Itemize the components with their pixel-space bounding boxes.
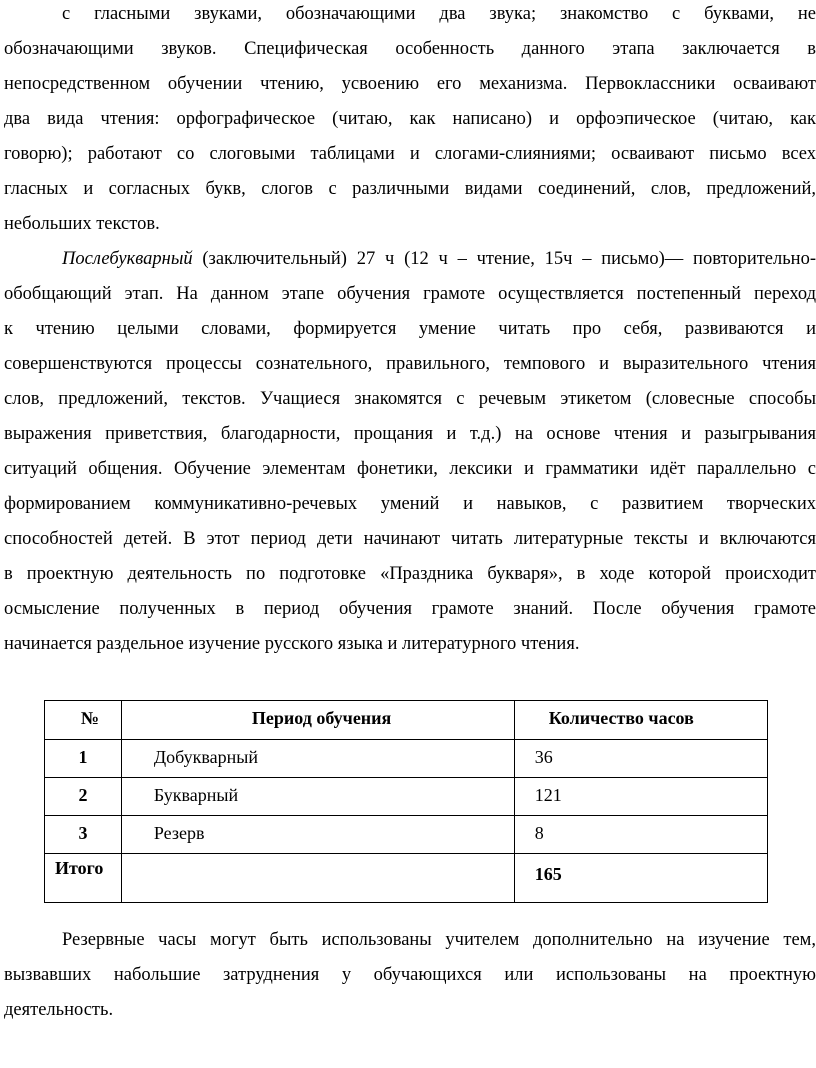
paragraph-line: обобщающий этап. На данном этапе обучения грамоте осуществляется постепенный переход xyxy=(4,284,816,304)
paragraph-line: осмысление полученных в период обучения грамоте знаний. После обучения грамоте xyxy=(4,599,816,619)
paragraph-line: обозначающими звуков. Специфическая особенность данного этапа заключается в xyxy=(4,39,816,59)
paragraph-line: небольших текстов. xyxy=(4,214,160,234)
table-total-row xyxy=(45,854,768,903)
lead-rest: (заключительный) 27 ч (12 ч – чтение, 15ч – письмо)–– повторительно- xyxy=(192,249,816,269)
row-number: 3 xyxy=(45,816,122,854)
total-label: Итого xyxy=(45,854,122,903)
header-period: Период обучения xyxy=(121,701,514,740)
table-row xyxy=(45,778,768,816)
row-period: Добукварный xyxy=(121,740,514,778)
paragraph-line: начинается раздельное изучение русского языка и литературного чтения. xyxy=(4,634,580,654)
paragraph-line: непосредственном обучении чтению, усвоению его механизма. Первоклассники осваивают xyxy=(4,74,816,94)
row-hours: 121 xyxy=(514,778,767,816)
row-number: 1 xyxy=(45,740,122,778)
hours-table xyxy=(44,700,768,903)
term-italic: Послебукварный xyxy=(62,249,193,269)
paragraph-line: выражения приветствия, благодарности, прощания и т.д.) на основе чтения и разыгрывания xyxy=(4,424,816,444)
row-number: 2 xyxy=(45,778,122,816)
paragraph-line: Резервные часы могут быть использованы учителем дополнительно на изучение тем, xyxy=(62,930,816,950)
paragraph-line: к чтению целыми словами, формируется умение читать про себя, развиваются и xyxy=(4,319,816,339)
paragraph-line: с гласными звуками, обозначающими два звука; знакомство с буквами, не xyxy=(62,4,816,24)
paragraph-line: способностей детей. В этот период дети начинают читать литературные тексты и включаются xyxy=(4,529,816,549)
paragraph-line: ситуаций общения. Обучение элементам фонетики, лексики и грамматики идёт параллельно с xyxy=(4,459,816,479)
paragraph-line: деятельность. xyxy=(4,1000,114,1020)
row-period: Букварный xyxy=(121,778,514,816)
paragraph-line: в проектную деятельность по подготовке «Праздника букваря», в ходе которой происходит xyxy=(4,564,816,584)
paragraph-line: гласных и согласных букв, слогов с различными видами соединений, слов, предложений, xyxy=(4,179,816,199)
table-header-row xyxy=(45,701,768,740)
row-hours: 8 xyxy=(514,816,767,854)
table-row xyxy=(45,740,768,778)
header-hours: Количество часов xyxy=(514,701,767,740)
paragraph-line: слов, предложений, текстов. Учащиеся знакомятся с речевым этикетом (словесные способы xyxy=(4,389,816,409)
paragraph-line: говорю); работают со слоговыми таблицами и слогами-слияниями; осваивают письмо всех xyxy=(4,144,816,164)
total-hours: 165 xyxy=(514,854,767,903)
paragraph-line: совершенствуются процессы сознательного, правильного, темпового и выразительного чтения xyxy=(4,354,816,374)
header-number: № xyxy=(45,701,122,740)
table-row xyxy=(45,816,768,854)
row-hours: 36 xyxy=(514,740,767,778)
paragraph-line: два вида чтения: орфографическое (читаю, как написано) и орфоэпическое (читаю, как xyxy=(4,109,816,129)
paragraph-line: вызвавших набольшие затруднения у обучающихся или использованы на проектную xyxy=(4,965,816,985)
row-period: Резерв xyxy=(121,816,514,854)
total-period xyxy=(121,854,514,903)
paragraph-line: формированием коммуникативно-речевых умений и навыков, с развитием творческих xyxy=(4,494,816,514)
paragraph-lead-line xyxy=(62,247,816,271)
